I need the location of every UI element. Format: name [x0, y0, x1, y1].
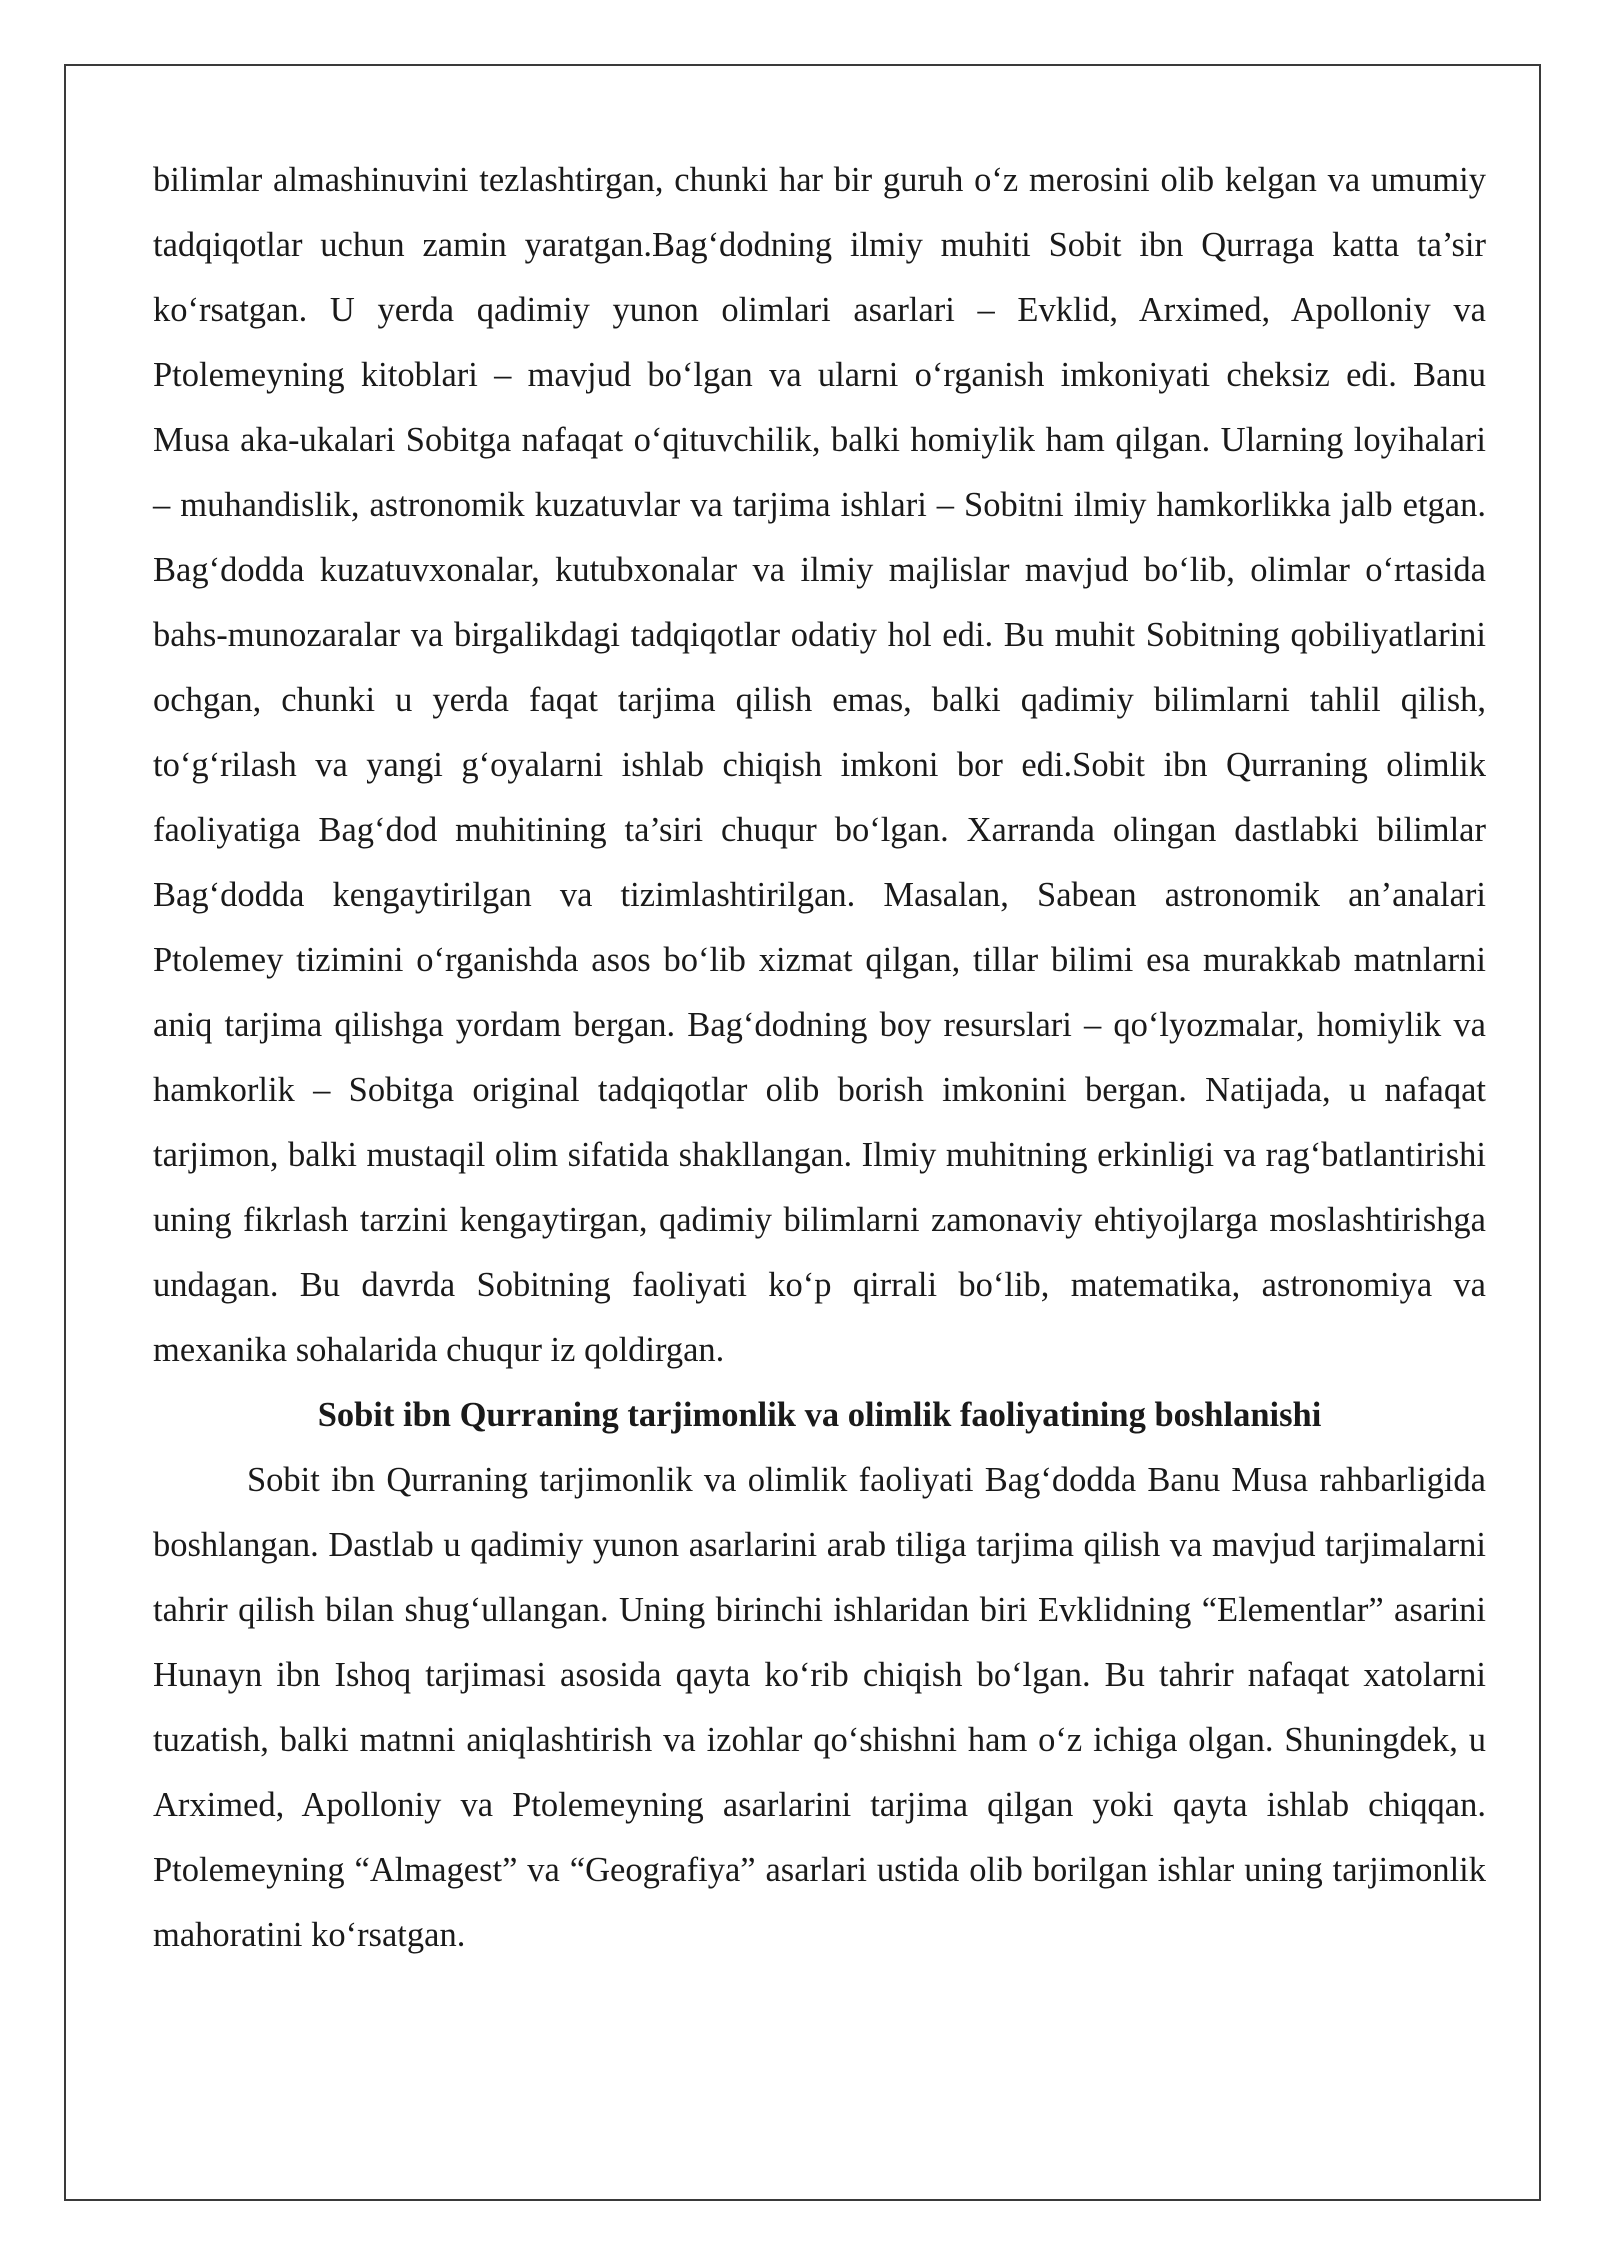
body-paragraph-2: Sobit ibn Qurraning tarjimonlik va olimlik faoliyati Bag‘dodda Banu Musa rahbarligida boshlangan. Dastlab u qadimiy yunon asarlarini arab tiliga tarjima qilish va mavjud tarjimalarni tahrir qilish bilan shug‘ullangan. Uning birinchi ishlaridan biri Evklidning “Elementlar” asarini Hunayn ibn Ishoq tarjimasi asosida qayta ko‘rib chiqish bo‘lgan. Bu tahrir nafaqat xatolarni tuzatish, balki matnni aniqlashtirish va izohlar qo‘shishni ham o‘z ichiga olgan. Shuningdek, u Arximed, Apolloniy va Ptolemeyning asarlarini tarjima qilgan yoki qayta ishlab chiqqan. Ptolemeyning “Almagest” va “Geografiya” asarlari ustida olib borilgan ishlar uning tarjimonlik mahoratini ko‘rsatgan.	[153, 1461, 1486, 1954]
page-content	[153, 148, 1486, 1968]
section-heading: Sobit ibn Qurraning tarjimonlik va olimlik faoliyatining boshlanishi	[317, 1396, 1322, 1434]
body-paragraph-1: bilimlar almashinuvini tezlashtirgan, chunki har bir guruh o‘z merosini olib kelgan va umumiy tadqiqotlar uchun zamin yaratgan.Bag‘dodning ilmiy muhiti Sobit ibn Qurraga katta ta’sir ko‘rsatgan. U yerda qadimiy yunon olimlari asarlari – Evklid, Arximed, Apolloniy va Ptolemeyning kitoblari – mavjud bo‘lgan va ularni o‘rganish imkoniyati cheksiz edi. Banu Musa aka-ukalari Sobitga nafaqat o‘qituvchilik, balki homiylik ham qilgan. Ularning loyihalari – muhandislik, astronomik kuzatuvlar va tarjima ishlari – Sobitni ilmiy hamkorlikka jalb etgan. Bag‘dodda kuzatuvxonalar, kutubxonalar va ilmiy majlislar mavjud bo‘lib, olimlar o‘rtasida bahs-munozaralar va birgalikdagi tadqiqotlar odatiy hol edi. Bu muhit Sobitning qobiliyatlarini ochgan, chunki u yerda faqat tarjima qilish emas, balki qadimiy bilimlarni tahlil qilish, to‘g‘rilash va yangi g‘oyalarni ishlab chiqish imkoni bor edi.Sobit ibn Qurraning olimlik faoliyatiga Bag‘dod muhitining ta’siri chuqur bo‘lgan. Xarranda olingan dastlabki bilimlar Bag‘dodda kengaytirilgan va tizimlashtirilgan. Masalan, Sabean astronomik an’analari Ptolemey tizimini o‘rganishda asos bo‘lib xizmat qilgan, tillar bilimi esa murakkab matnlarni aniq tarjima qilishga yordam bergan. Bag‘dodning boy resurslari – qo‘lyozmalar, homiylik va hamkorlik – Sobitga original tadqiqotlar olib borish imkonini bergan. Natijada, u nafaqat tarjimon, balki mustaqil olim sifatida shakllangan. Ilmiy muhitning erkinligi va rag‘batlantirishi uning fikrlash tarzini kengaytirgan, qadimiy bilimlarni zamonaviy ehtiyojlarga moslashtirishga undagan. Bu davrda Sobitning faoliyati ko‘p qirrali bo‘lib, matematika, astronomiya va mexanika sohalarida chuqur iz qoldirgan.	[153, 161, 1486, 1369]
